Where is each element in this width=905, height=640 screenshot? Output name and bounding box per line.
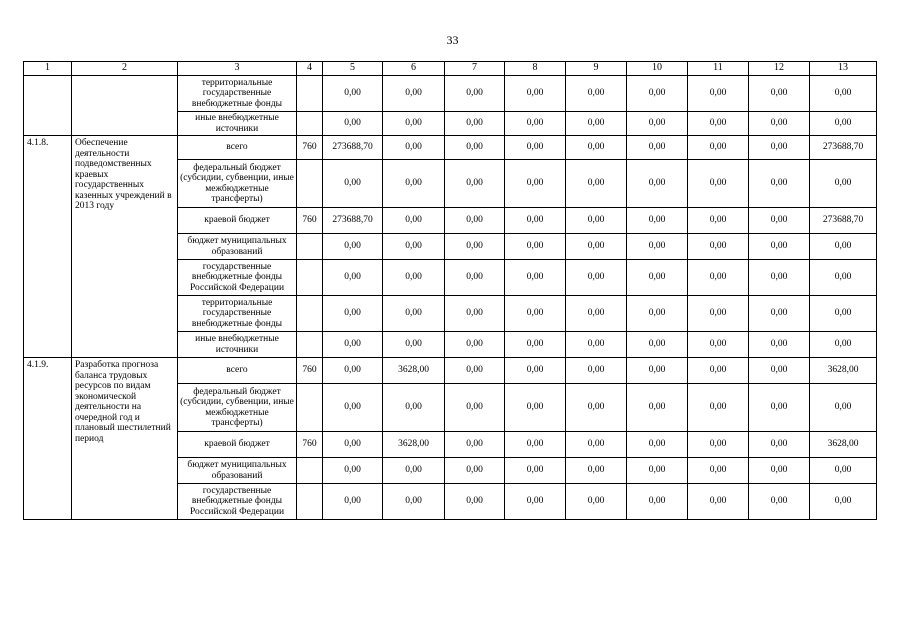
amount-cell: 0,00 <box>566 358 627 384</box>
amount-cell: 0,00 <box>627 332 688 358</box>
amount-cell: 0,00 <box>445 384 505 432</box>
budget-code: 760 <box>297 432 323 458</box>
amount-cell: 0,00 <box>810 384 877 432</box>
amount-cell: 0,00 <box>323 234 383 260</box>
table-row <box>24 76 877 112</box>
table-row <box>24 136 877 160</box>
amount-cell: 0,00 <box>627 384 688 432</box>
amount-cell: 0,00 <box>749 76 810 112</box>
amount-cell: 0,00 <box>810 458 877 484</box>
amount-cell: 0,00 <box>383 208 445 234</box>
amount-cell: 0,00 <box>383 136 445 160</box>
funding-source: иные внебюджетные источники <box>178 332 297 358</box>
funding-source: всего <box>178 358 297 384</box>
amount-cell: 0,00 <box>749 160 810 208</box>
amount-cell: 0,00 <box>688 76 749 112</box>
amount-cell: 0,00 <box>627 432 688 458</box>
amount-cell: 0,00 <box>445 112 505 136</box>
amount-cell: 0,00 <box>445 160 505 208</box>
amount-cell: 0,00 <box>627 112 688 136</box>
amount-cell: 0,00 <box>688 112 749 136</box>
funding-source: всего <box>178 136 297 160</box>
amount-cell: 0,00 <box>566 384 627 432</box>
amount-cell: 0,00 <box>445 332 505 358</box>
funding-source: краевой бюджет <box>178 432 297 458</box>
amount-cell: 0,00 <box>688 160 749 208</box>
amount-cell: 0,00 <box>810 260 877 296</box>
budget-code <box>297 160 323 208</box>
budget-table <box>23 61 877 520</box>
amount-cell: 3628,00 <box>810 432 877 458</box>
header-cell: 1 <box>24 62 72 76</box>
item-number <box>24 76 72 136</box>
amount-cell: 0,00 <box>688 234 749 260</box>
funding-source: бюджет муниципальных образований <box>178 234 297 260</box>
amount-cell: 0,00 <box>749 432 810 458</box>
amount-cell: 0,00 <box>688 458 749 484</box>
amount-cell: 0,00 <box>749 260 810 296</box>
budget-code <box>297 76 323 112</box>
budget-code: 760 <box>297 358 323 384</box>
amount-cell: 0,00 <box>505 234 566 260</box>
amount-cell: 3628,00 <box>810 358 877 384</box>
amount-cell: 0,00 <box>566 136 627 160</box>
amount-cell: 0,00 <box>810 112 877 136</box>
amount-cell: 0,00 <box>323 484 383 520</box>
amount-cell: 0,00 <box>323 160 383 208</box>
amount-cell: 273688,70 <box>323 208 383 234</box>
amount-cell: 0,00 <box>383 76 445 112</box>
budget-code <box>297 296 323 332</box>
amount-cell: 0,00 <box>445 76 505 112</box>
amount-cell: 0,00 <box>566 332 627 358</box>
amount-cell: 0,00 <box>688 358 749 384</box>
item-name: Разработка прогноза баланса трудовых ресурсов по видам экономической деятельности на очередной год и плановый шестилетний период <box>72 358 178 520</box>
header-cell: 12 <box>749 62 810 76</box>
item-number: 4.1.8. <box>24 136 72 358</box>
amount-cell: 0,00 <box>627 458 688 484</box>
amount-cell: 0,00 <box>505 112 566 136</box>
amount-cell: 0,00 <box>810 484 877 520</box>
amount-cell: 0,00 <box>323 76 383 112</box>
budget-code <box>297 112 323 136</box>
header-row <box>24 62 877 76</box>
amount-cell: 0,00 <box>810 76 877 112</box>
budget-code <box>297 458 323 484</box>
item-name: Обеспечение деятельности подведомственных краевых государственных казенных учреждений в 2013 году <box>72 136 178 358</box>
amount-cell: 0,00 <box>505 136 566 160</box>
amount-cell: 0,00 <box>688 208 749 234</box>
amount-cell: 0,00 <box>566 458 627 484</box>
amount-cell: 0,00 <box>383 160 445 208</box>
amount-cell: 0,00 <box>749 384 810 432</box>
amount-cell: 0,00 <box>566 160 627 208</box>
amount-cell: 0,00 <box>505 458 566 484</box>
amount-cell: 0,00 <box>749 296 810 332</box>
amount-cell: 0,00 <box>323 458 383 484</box>
amount-cell: 0,00 <box>688 136 749 160</box>
header-cell: 3 <box>178 62 297 76</box>
header-cell: 9 <box>566 62 627 76</box>
amount-cell: 0,00 <box>505 160 566 208</box>
header-cell: 11 <box>688 62 749 76</box>
table-row <box>24 358 877 384</box>
amount-cell: 0,00 <box>323 384 383 432</box>
amount-cell: 0,00 <box>749 136 810 160</box>
header-cell: 8 <box>505 62 566 76</box>
amount-cell: 0,00 <box>505 296 566 332</box>
amount-cell: 0,00 <box>566 484 627 520</box>
amount-cell: 3628,00 <box>383 432 445 458</box>
amount-cell: 0,00 <box>566 208 627 234</box>
amount-cell: 0,00 <box>688 484 749 520</box>
amount-cell: 0,00 <box>566 260 627 296</box>
amount-cell: 0,00 <box>749 484 810 520</box>
budget-code: 760 <box>297 136 323 160</box>
amount-cell: 0,00 <box>383 384 445 432</box>
funding-source: территориальные государственные внебюджетные фонды <box>178 76 297 112</box>
amount-cell: 3628,00 <box>383 358 445 384</box>
amount-cell: 0,00 <box>445 208 505 234</box>
amount-cell: 0,00 <box>749 208 810 234</box>
amount-cell: 0,00 <box>383 458 445 484</box>
amount-cell: 0,00 <box>688 432 749 458</box>
amount-cell: 0,00 <box>627 136 688 160</box>
amount-cell: 0,00 <box>566 234 627 260</box>
funding-source: федеральный бюджет (субсидии, субвенции, иные межбюджетные трансферты) <box>178 160 297 208</box>
header-cell: 2 <box>72 62 178 76</box>
amount-cell: 0,00 <box>810 296 877 332</box>
header-cell: 7 <box>445 62 505 76</box>
item-number: 4.1.9. <box>24 358 72 520</box>
amount-cell: 0,00 <box>445 296 505 332</box>
amount-cell: 0,00 <box>749 458 810 484</box>
amount-cell: 0,00 <box>627 234 688 260</box>
item-name <box>72 76 178 136</box>
amount-cell: 0,00 <box>323 358 383 384</box>
amount-cell: 0,00 <box>445 458 505 484</box>
amount-cell: 0,00 <box>505 484 566 520</box>
amount-cell: 0,00 <box>505 384 566 432</box>
funding-source: государственные внебюджетные фонды Российской Федерации <box>178 260 297 296</box>
amount-cell: 0,00 <box>749 332 810 358</box>
amount-cell: 0,00 <box>445 358 505 384</box>
amount-cell: 0,00 <box>688 332 749 358</box>
amount-cell: 0,00 <box>505 260 566 296</box>
amount-cell: 0,00 <box>445 260 505 296</box>
header-cell: 5 <box>323 62 383 76</box>
header-cell: 10 <box>627 62 688 76</box>
amount-cell: 0,00 <box>688 260 749 296</box>
amount-cell: 0,00 <box>627 208 688 234</box>
amount-cell: 0,00 <box>749 112 810 136</box>
funding-source: территориальные государственные внебюджетные фонды <box>178 296 297 332</box>
funding-source: государственные внебюджетные фонды Российской Федерации <box>178 484 297 520</box>
page-number: 33 <box>446 33 459 47</box>
amount-cell: 0,00 <box>505 358 566 384</box>
amount-cell: 0,00 <box>445 234 505 260</box>
amount-cell: 0,00 <box>627 358 688 384</box>
amount-cell: 0,00 <box>810 332 877 358</box>
amount-cell: 0,00 <box>749 234 810 260</box>
amount-cell: 0,00 <box>627 76 688 112</box>
funding-source: федеральный бюджет (субсидии, субвенции, иные межбюджетные трансферты) <box>178 384 297 432</box>
amount-cell: 0,00 <box>627 160 688 208</box>
header-cell: 6 <box>383 62 445 76</box>
amount-cell: 0,00 <box>323 332 383 358</box>
amount-cell: 0,00 <box>505 208 566 234</box>
budget-code <box>297 484 323 520</box>
funding-source: иные внебюджетные источники <box>178 112 297 136</box>
header-cell: 4 <box>297 62 323 76</box>
amount-cell: 273688,70 <box>323 136 383 160</box>
amount-cell: 0,00 <box>566 76 627 112</box>
amount-cell: 0,00 <box>627 260 688 296</box>
amount-cell: 0,00 <box>383 484 445 520</box>
amount-cell: 0,00 <box>688 384 749 432</box>
amount-cell: 0,00 <box>445 484 505 520</box>
amount-cell: 0,00 <box>566 112 627 136</box>
amount-cell: 273688,70 <box>810 208 877 234</box>
amount-cell: 0,00 <box>445 136 505 160</box>
amount-cell: 0,00 <box>323 112 383 136</box>
amount-cell: 0,00 <box>505 332 566 358</box>
amount-cell: 0,00 <box>323 432 383 458</box>
amount-cell: 0,00 <box>383 332 445 358</box>
amount-cell: 0,00 <box>383 112 445 136</box>
amount-cell: 0,00 <box>688 296 749 332</box>
amount-cell: 0,00 <box>627 484 688 520</box>
budget-code: 760 <box>297 208 323 234</box>
amount-cell: 0,00 <box>505 432 566 458</box>
amount-cell: 0,00 <box>810 234 877 260</box>
amount-cell: 273688,70 <box>810 136 877 160</box>
budget-code <box>297 384 323 432</box>
amount-cell: 0,00 <box>323 296 383 332</box>
amount-cell: 0,00 <box>383 296 445 332</box>
amount-cell: 0,00 <box>810 160 877 208</box>
amount-cell: 0,00 <box>566 432 627 458</box>
amount-cell: 0,00 <box>566 296 627 332</box>
table-body <box>24 76 877 520</box>
budget-code <box>297 234 323 260</box>
amount-cell: 0,00 <box>627 296 688 332</box>
amount-cell: 0,00 <box>505 76 566 112</box>
header-cell: 13 <box>810 62 877 76</box>
amount-cell: 0,00 <box>323 260 383 296</box>
funding-source: краевой бюджет <box>178 208 297 234</box>
budget-code <box>297 332 323 358</box>
funding-source: бюджет муниципальных образований <box>178 458 297 484</box>
amount-cell: 0,00 <box>383 234 445 260</box>
amount-cell: 0,00 <box>383 260 445 296</box>
amount-cell: 0,00 <box>749 358 810 384</box>
amount-cell: 0,00 <box>445 432 505 458</box>
budget-code <box>297 260 323 296</box>
